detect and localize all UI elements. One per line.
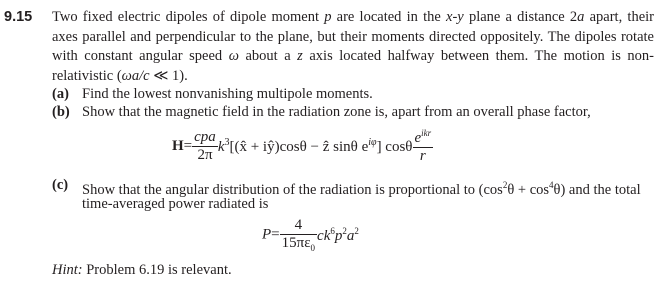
hint xyxy=(52,262,232,279)
equation-power: P= $\frac{4}{15\pi\varepsilon_0}$ $ck^6p^2a^2$ xyxy=(262,217,359,253)
equation-fraction: $\frac{\text{cpa}}{2\pi}$ xyxy=(194,129,216,163)
part-b xyxy=(52,103,652,123)
equation-fraction: $\frac{e^{ikr}}{r}$ xyxy=(414,128,432,164)
hint-text: Problem 6.19 is relevant. xyxy=(82,262,232,278)
equation-magnetic-field: H= $\frac{\text{cpa}}{2\pi}$ $k^3[(x̂$ + iŷ)cosθ − ẑ sinθ $e^{i\varphi}$] cosθ $\frac{e^{ikr}}{r}$ xyxy=(172,128,432,164)
problem-number: 9.15 xyxy=(4,9,33,25)
equation-fraction: $\frac{4}{15\pi\varepsilon_0}$ xyxy=(281,217,316,253)
part-text: Find the lowest nonvanishing multipole moments. xyxy=(82,86,373,102)
part-label: (b) xyxy=(52,104,70,120)
part-c xyxy=(52,176,662,216)
part-label: (a) xyxy=(52,86,69,102)
part-text: Show that the angular distribution of the radiation is proportional to $(\cos^2\theta + \cos^4\theta)$ and the total xyxy=(82,180,641,198)
problem-statement: Two fixed electric dipoles of dipole moment p are located in the x-y plane a distance 2a apart, their axes parallel and perpendicular to the plane, but their moments directed oppositely. The dipoles rotate with constant angular speed ω about a z axis located halfway between them. The motion is non-relativistic (ωa/c ≪ 1). xyxy=(52,9,655,84)
part-text: time-averaged power radiated is xyxy=(82,196,269,212)
part-text: Show that the magnetic field in the radiation zone is, apart from an overall phase factor, xyxy=(82,104,591,120)
part-a xyxy=(52,85,652,105)
part-label: (c) xyxy=(52,177,69,193)
hint-label: Hint: xyxy=(52,262,83,278)
